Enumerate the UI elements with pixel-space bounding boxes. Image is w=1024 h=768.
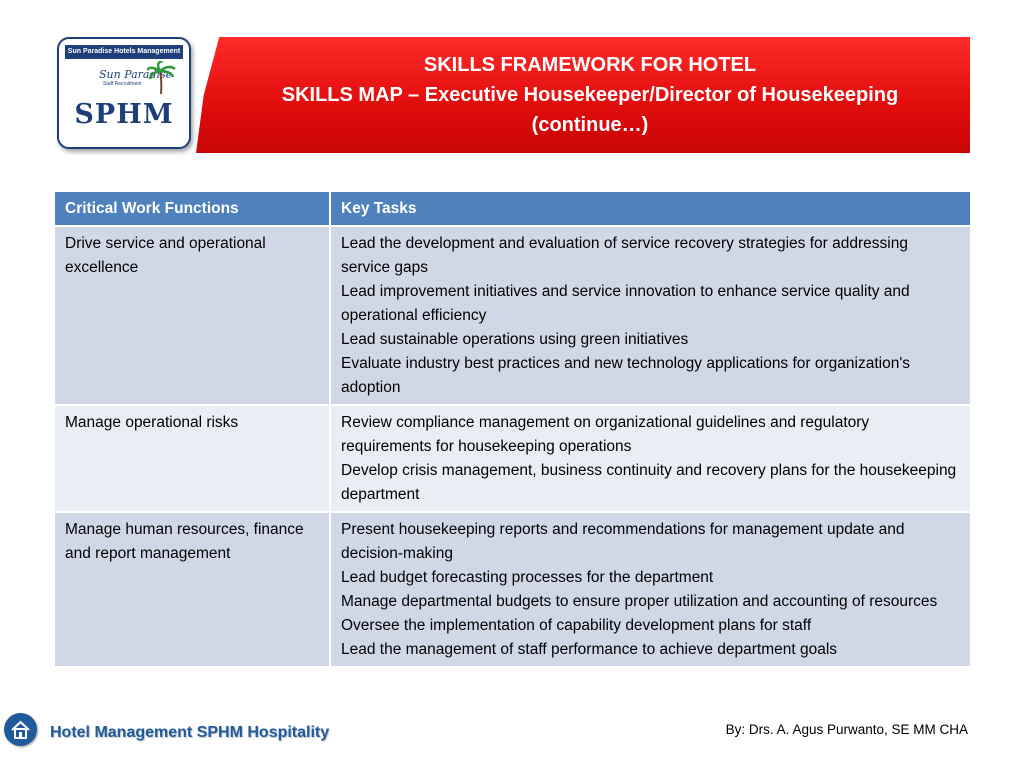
palm-tree-icon [147, 61, 177, 95]
title-line-1: SKILLS FRAMEWORK FOR HOTEL [423, 54, 757, 76]
work-function-cell: Manage operational risks [54, 405, 330, 512]
key-tasks-cell [330, 226, 971, 405]
home-icon[interactable] [4, 713, 37, 746]
task-item: Oversee the implementation of capability development plans for staff [341, 617, 812, 634]
title-line-2: SKILLS MAP – Executive Housekeeper/Director of Housekeeping [281, 84, 899, 106]
table-header-row [54, 191, 971, 226]
logo-top-text: Sun Paradise Hotels Management [65, 45, 183, 59]
logo-small-text: Staff Recruitment [103, 81, 142, 87]
key-tasks-cell [330, 405, 971, 512]
task-item: Develop crisis management, business continuity and recovery plans for the housekeeping department [341, 462, 957, 503]
task-item: Present housekeeping reports and recommendations for management update and decision-making [341, 521, 905, 562]
column-header-functions: Critical Work Functions [54, 191, 330, 226]
task-item: Lead sustainable operations using green initiatives [341, 331, 689, 348]
house-glyph-icon [4, 713, 37, 746]
task-item: Review compliance management on organizational guidelines and regulatory requirements for housekeeping operations [341, 414, 870, 455]
task-item: Lead budget forecasting processes for the department [341, 569, 714, 586]
column-header-tasks: Key Tasks [330, 191, 971, 226]
task-item: Evaluate industry best practices and new technology applications for organization's adoption [341, 355, 911, 396]
work-function-cell: Drive service and operational excellence [54, 226, 330, 405]
footer-brand-link[interactable]: Hotel Management SPHM Hospitality [50, 724, 330, 741]
page-title [220, 50, 960, 140]
key-tasks-cell [330, 512, 971, 667]
task-item: Lead the management of staff performance to achieve department goals [341, 641, 838, 658]
sphm-logo [57, 37, 191, 149]
task-item: Lead the development and evaluation of service recovery strategies for addressing service gaps [341, 235, 908, 276]
logo-script-text: Sun Paradise [99, 68, 173, 81]
table-row [54, 226, 971, 405]
work-function-cell: Manage human resources, finance and report management [54, 512, 330, 667]
skills-map-table [53, 190, 972, 668]
task-item: Manage departmental budgets to ensure proper utilization and accounting of resources [341, 593, 938, 610]
table-row [54, 405, 971, 512]
footer-author: By: Drs. A. Agus Purwanto, SE MM CHA [725, 722, 968, 737]
table-row [54, 512, 971, 667]
task-item: Lead improvement initiatives and service innovation to enhance service quality and operational efficiency [341, 283, 910, 324]
title-line-3: (continue…) [531, 114, 649, 136]
logo-main-text: SPHM [74, 99, 174, 130]
